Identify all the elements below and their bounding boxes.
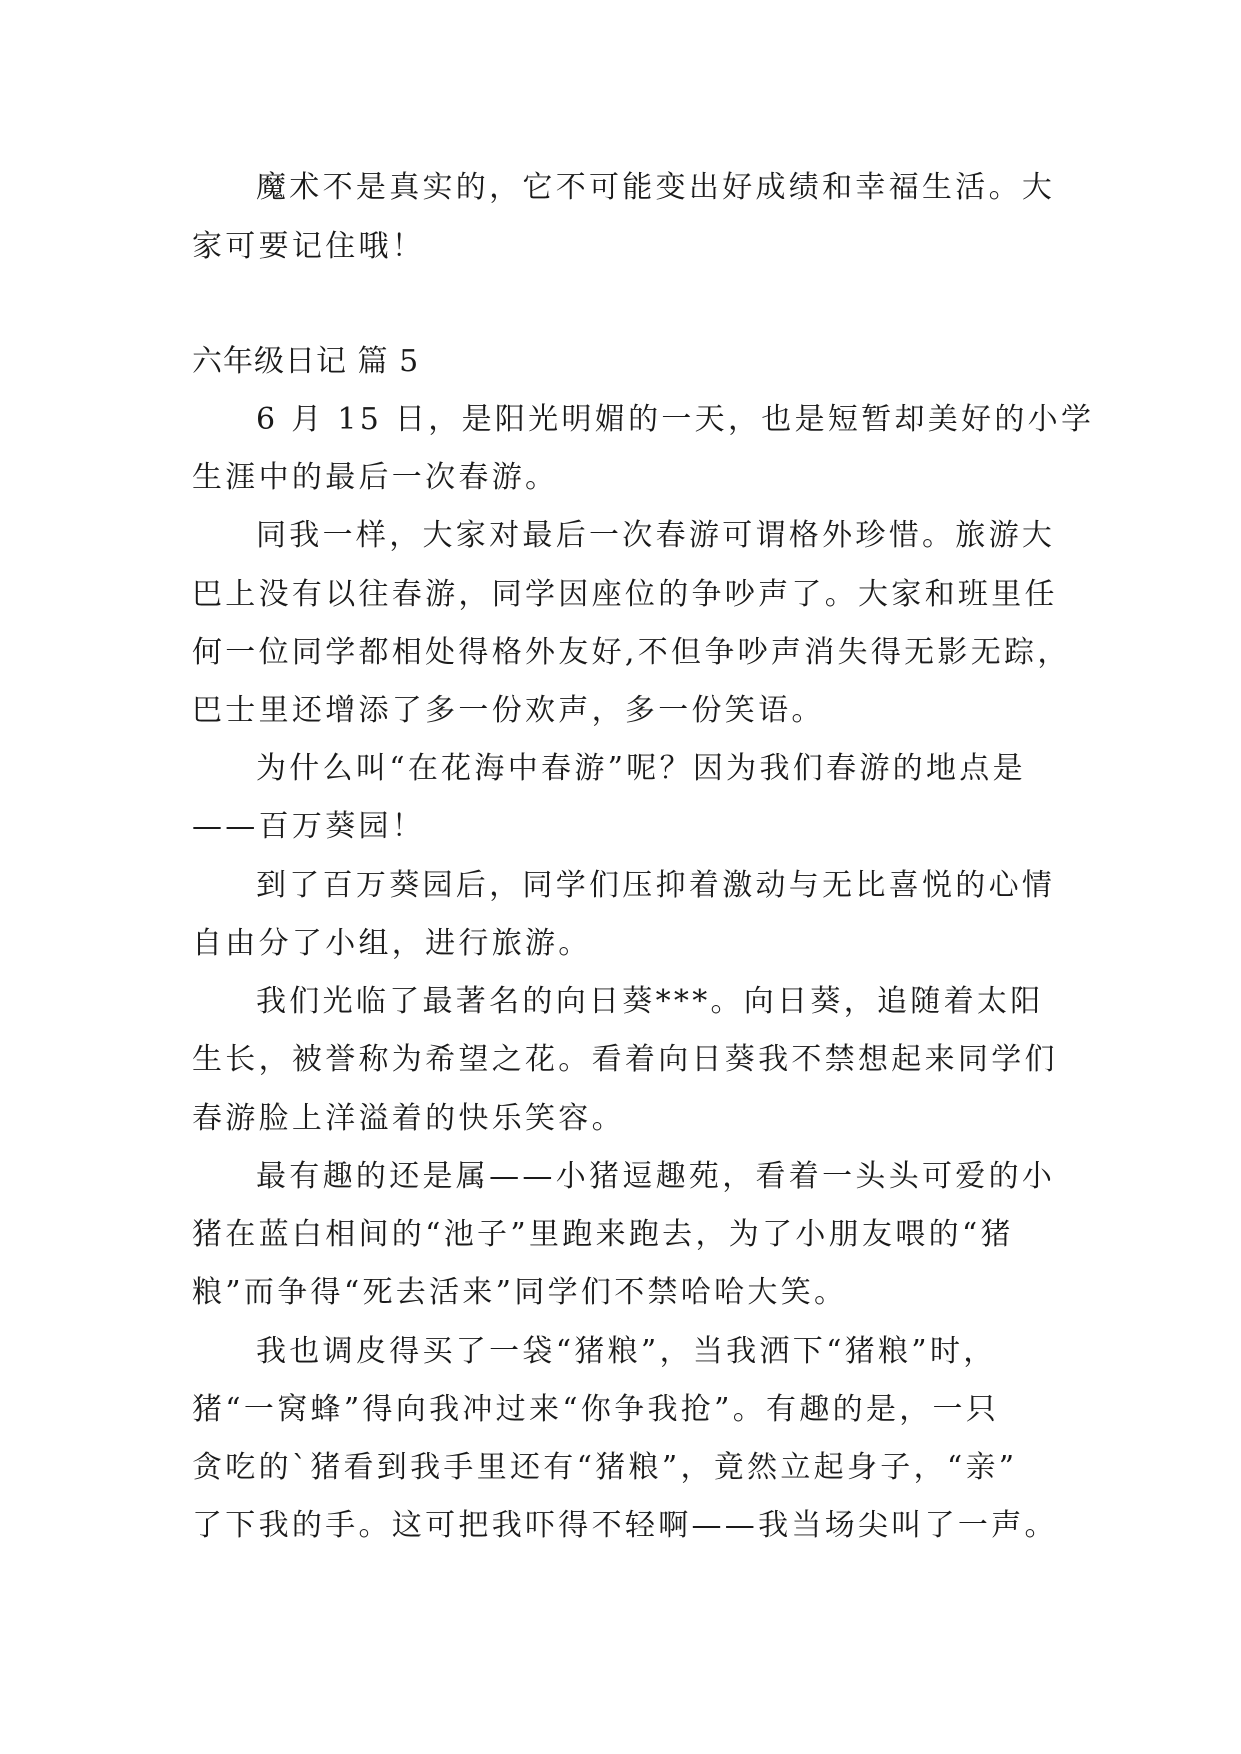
paragraph-line: 生长，被誉称为希望之花。看着向日葵我不禁想起来同学们 (192, 1042, 1058, 1077)
paragraph-line: 6 月 15 日，是阳光明媚的一天，也是短暂却美好的小学 (256, 402, 1095, 437)
paragraph-line: 春游脸上洋溢着的快乐笑容。 (192, 1101, 625, 1136)
paragraph-line: 到了百万葵园后，同学们压抑着激动与无比喜悦的心情 (256, 868, 1056, 903)
paragraph-line: 魔术不是真实的，它不可能变出好成绩和幸福生活。大 (256, 170, 1056, 205)
paragraph-line: 巴上没有以往春游，同学因座位的争吵声了。大家和班里任 (192, 577, 1058, 612)
paragraph-line: 家可要记住哦！ (192, 229, 426, 264)
paragraph-line: 了下我的手。这可把我吓得不轻啊——我当场尖叫了一声。 (192, 1508, 1058, 1543)
paragraph-line: 何一位同学都相处得格外友好,不但争吵声消失得无影无踪， (192, 635, 1071, 670)
section-title: 六年级日记 篇 5 (192, 344, 420, 379)
paragraph-line: 自由分了小组，进行旅游。 (192, 926, 592, 961)
paragraph-line: 猪在蓝白相间的“池子”里跑来跑去，为了小朋友喂的“猪 (192, 1217, 1014, 1252)
paragraph-line: 最有趣的还是属——小猪逗趣苑，看着一头头可爱的小 (256, 1159, 1056, 1194)
paragraph-line: 贪吃的`猪看到我手里还有“猪粮”，竟然立起身子，“亲” (192, 1450, 1018, 1485)
paragraph-line: 我也调皮得买了一袋“猪粮”，当我洒下“猪粮”时， (256, 1334, 997, 1369)
paragraph-line: 为什么叫“在花海中春游”呢？因为我们春游的地点是 (256, 751, 1026, 786)
paragraph-line: ——百万葵园！ (192, 809, 426, 844)
paragraph-line: 粮”而争得“死去活来”同学们不禁哈哈大笑。 (192, 1275, 848, 1310)
paragraph-line: 同我一样，大家对最后一次春游可谓格外珍惜。旅游大 (256, 518, 1056, 553)
paragraph-line: 巴士里还增添了多一份欢声，多一份笑语。 (192, 693, 825, 728)
paragraph-line: 生涯中的最后一次春游。 (192, 460, 559, 495)
paragraph-line: 猪“一窝蜂”得向我冲过来“你争我抢”。有趣的是，一只 (192, 1392, 1000, 1427)
paragraph-line: 我们光临了最著名的向日葵***。向日葵，追随着太阳 (256, 984, 1044, 1019)
